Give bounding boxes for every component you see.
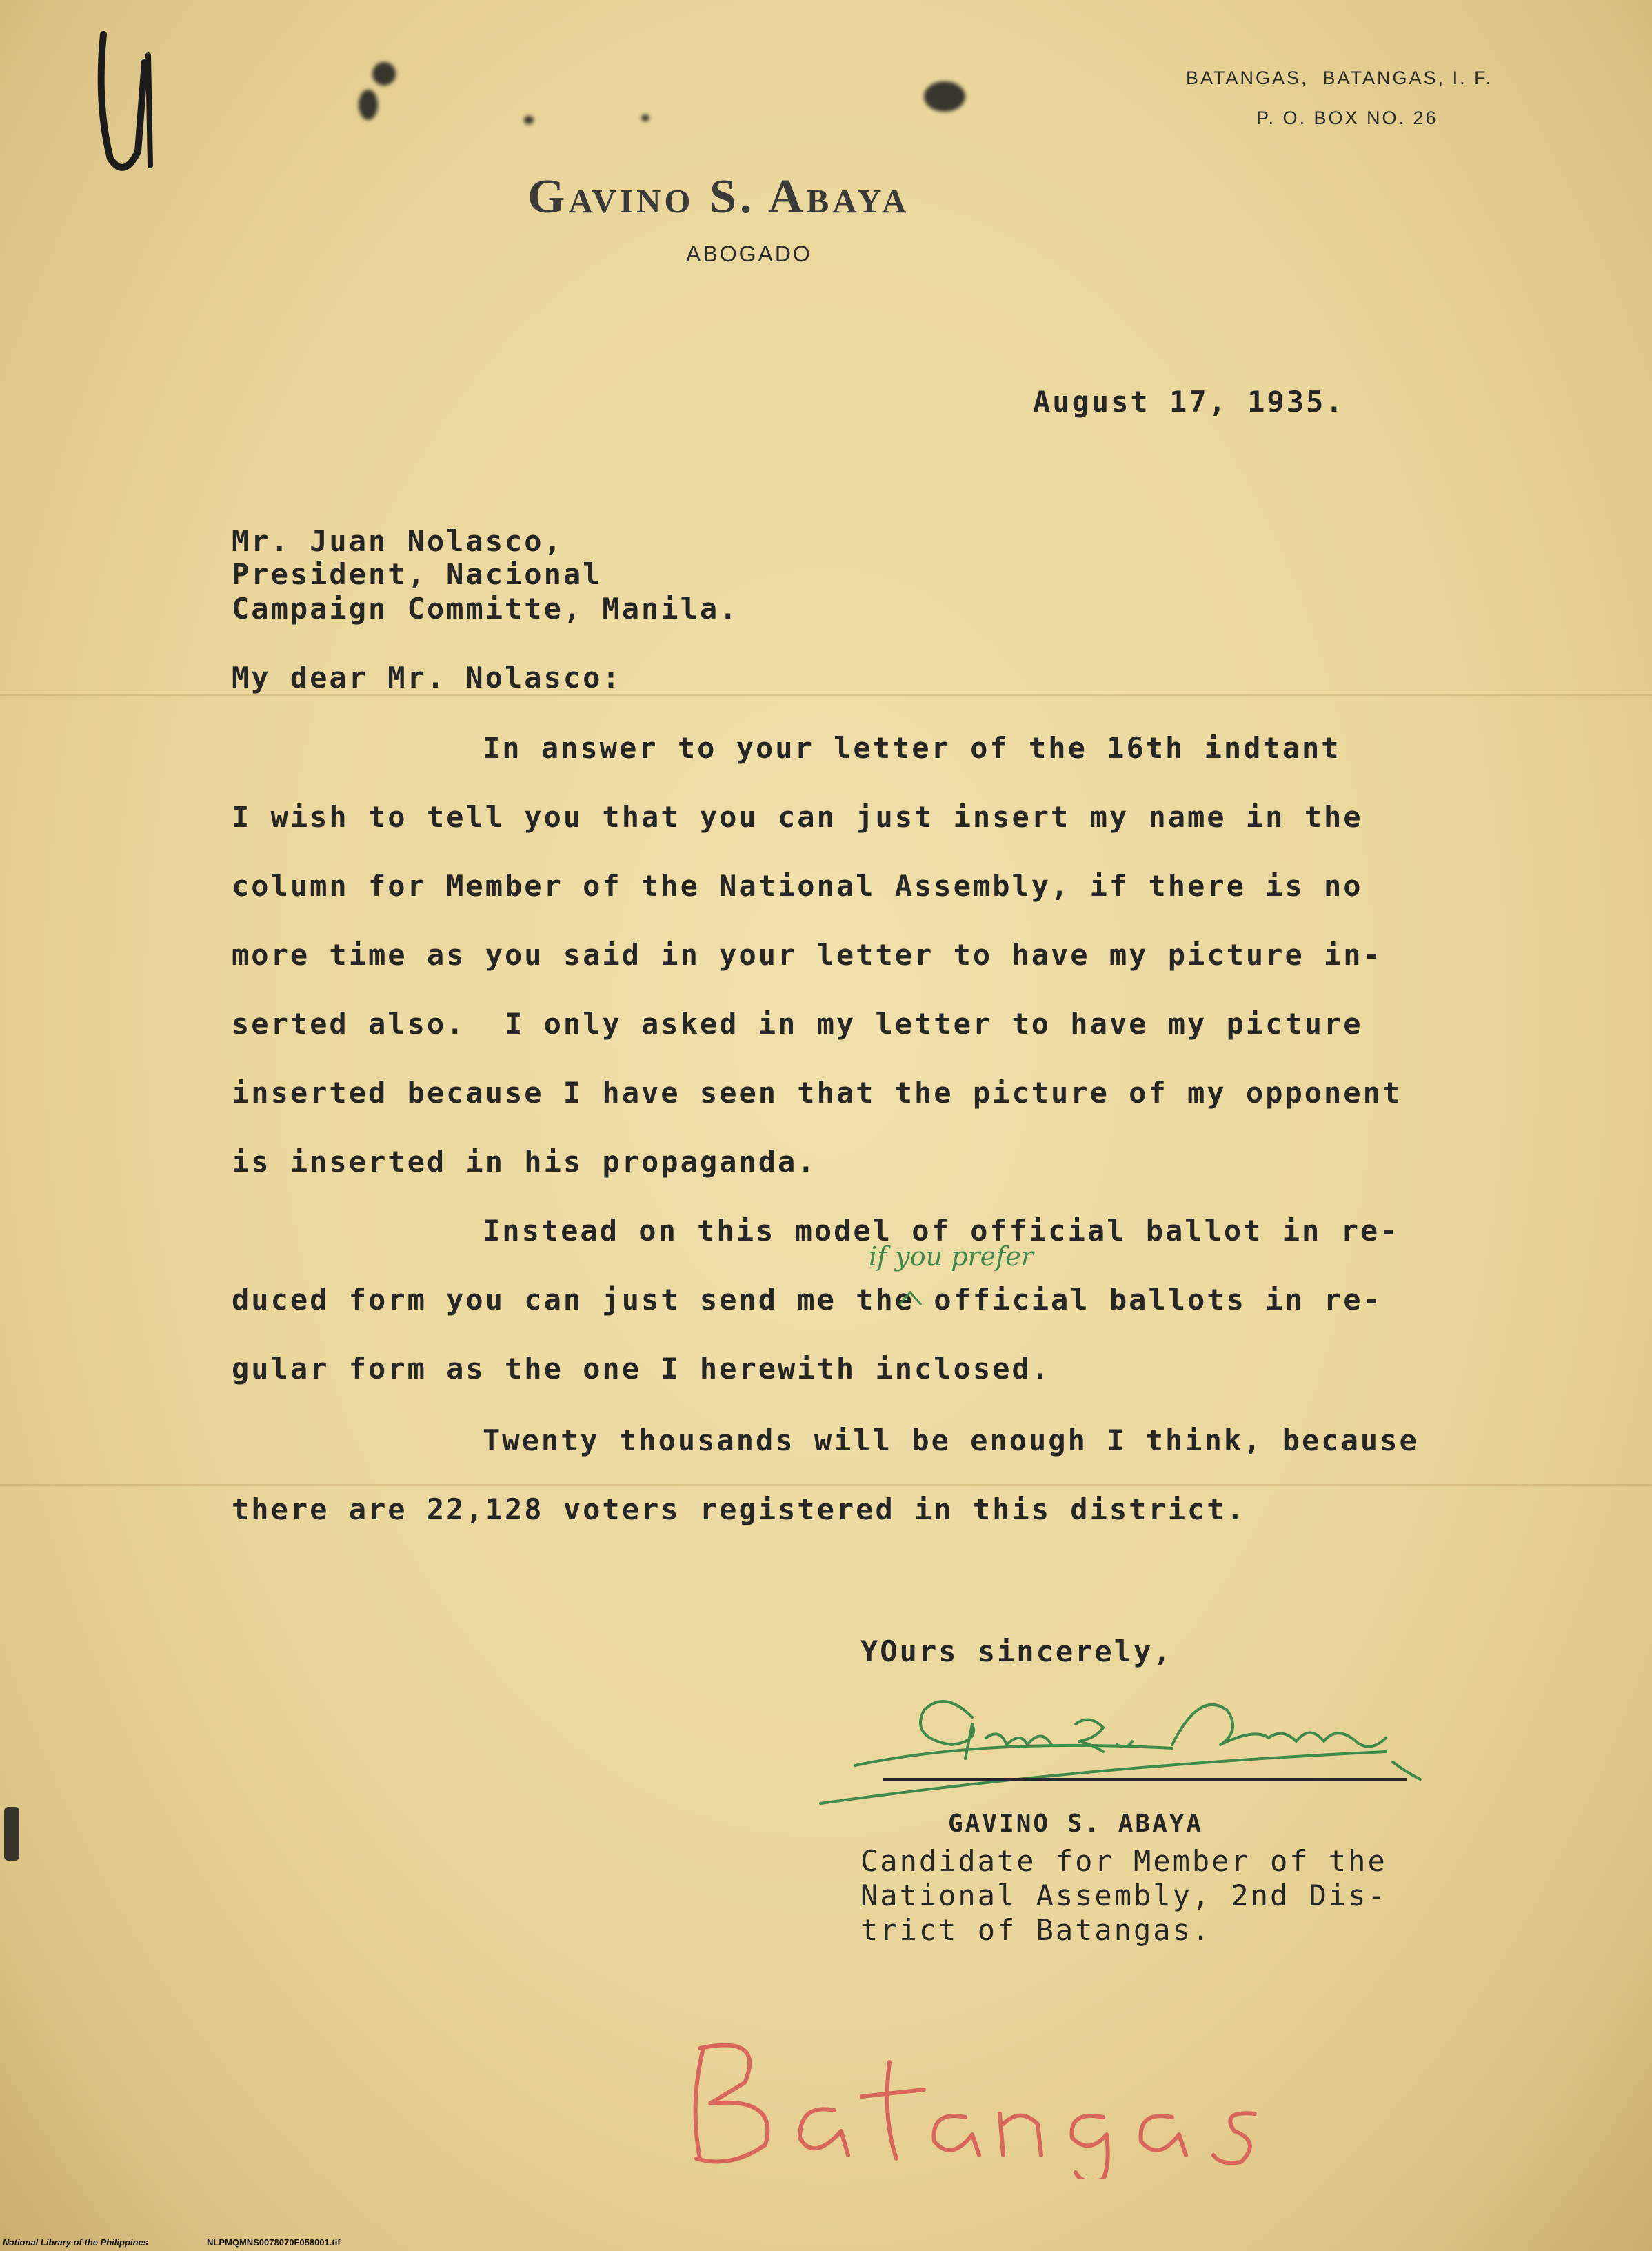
body-line: there are 22,128 voters registered in this district.	[232, 1492, 1246, 1526]
closing: YOurs sincerely,	[860, 1634, 1173, 1668]
signature-line	[883, 1778, 1407, 1781]
body-line: more time as you said in your letter to have my picture in-	[232, 938, 1382, 972]
recipient-line: President, Nacional	[232, 557, 603, 591]
body-line: I wish to tell you that you can just insert my name in the	[232, 800, 1363, 834]
body-line: In answer to your letter of the 16th indtant	[483, 731, 1341, 765]
staple-mark-icon	[83, 21, 179, 179]
ink-blot	[641, 114, 649, 121]
ink-blot	[524, 116, 534, 124]
fold-line	[0, 1484, 1652, 1486]
recipient-line: Campaign Committe, Manila.	[232, 592, 739, 626]
handwritten-insertion: if you prefer	[869, 1241, 1034, 1272]
signature-name: GAVINO S. ABAYA	[948, 1810, 1204, 1838]
body-line: is inserted in his propaganda.	[232, 1145, 817, 1179]
signature-title-line: Candidate for Member of the	[860, 1844, 1387, 1878]
ink-blot	[372, 62, 396, 86]
signature-image	[814, 1662, 1489, 1828]
recipient-line: Mr. Juan Nolasco,	[232, 524, 563, 558]
letterhead-name: Gavino S. Abaya	[527, 170, 910, 223]
body-line: inserted because I have seen that the picture of my opponent	[232, 1076, 1402, 1110]
salutation: My dear Mr. Nolasco:	[232, 661, 622, 694]
letterhead-profession: ABOGADO	[686, 241, 812, 266]
body-line: Twenty thousands will be enough I think, because	[483, 1423, 1419, 1457]
signature-title-line: trict of Batangas.	[860, 1913, 1212, 1947]
red-pencil-annotation	[662, 2021, 1282, 2179]
footer-file-id: NLPMQMNS0078070F058001.tif	[207, 2237, 341, 2248]
ink-blot	[924, 81, 965, 112]
body-line: serted also. I only asked in my letter to have my picture	[232, 1007, 1363, 1041]
letter-date: August 17, 1935.	[1033, 385, 1345, 419]
body-line: duced form you can just send me the official ballots in re-	[232, 1283, 1382, 1317]
signature-title-line: National Assembly, 2nd Dis-	[860, 1879, 1387, 1912]
edge-tab	[4, 1807, 19, 1861]
body-line: column for Member of the National Assembly, if there is no	[232, 869, 1363, 903]
footer-library: National Library of the Philippines	[3, 2237, 148, 2248]
letterhead-address: BATANGAS, BATANGAS, I. F.	[1186, 68, 1493, 88]
body-line: Instead on this model of official ballot in re-	[483, 1214, 1400, 1248]
body-line: gular form as the one I herewith inclosed.	[232, 1352, 1051, 1385]
ink-blot	[359, 90, 378, 120]
caret-icon	[896, 1288, 924, 1308]
letterhead-po-box: P. O. BOX NO. 26	[1256, 108, 1438, 128]
